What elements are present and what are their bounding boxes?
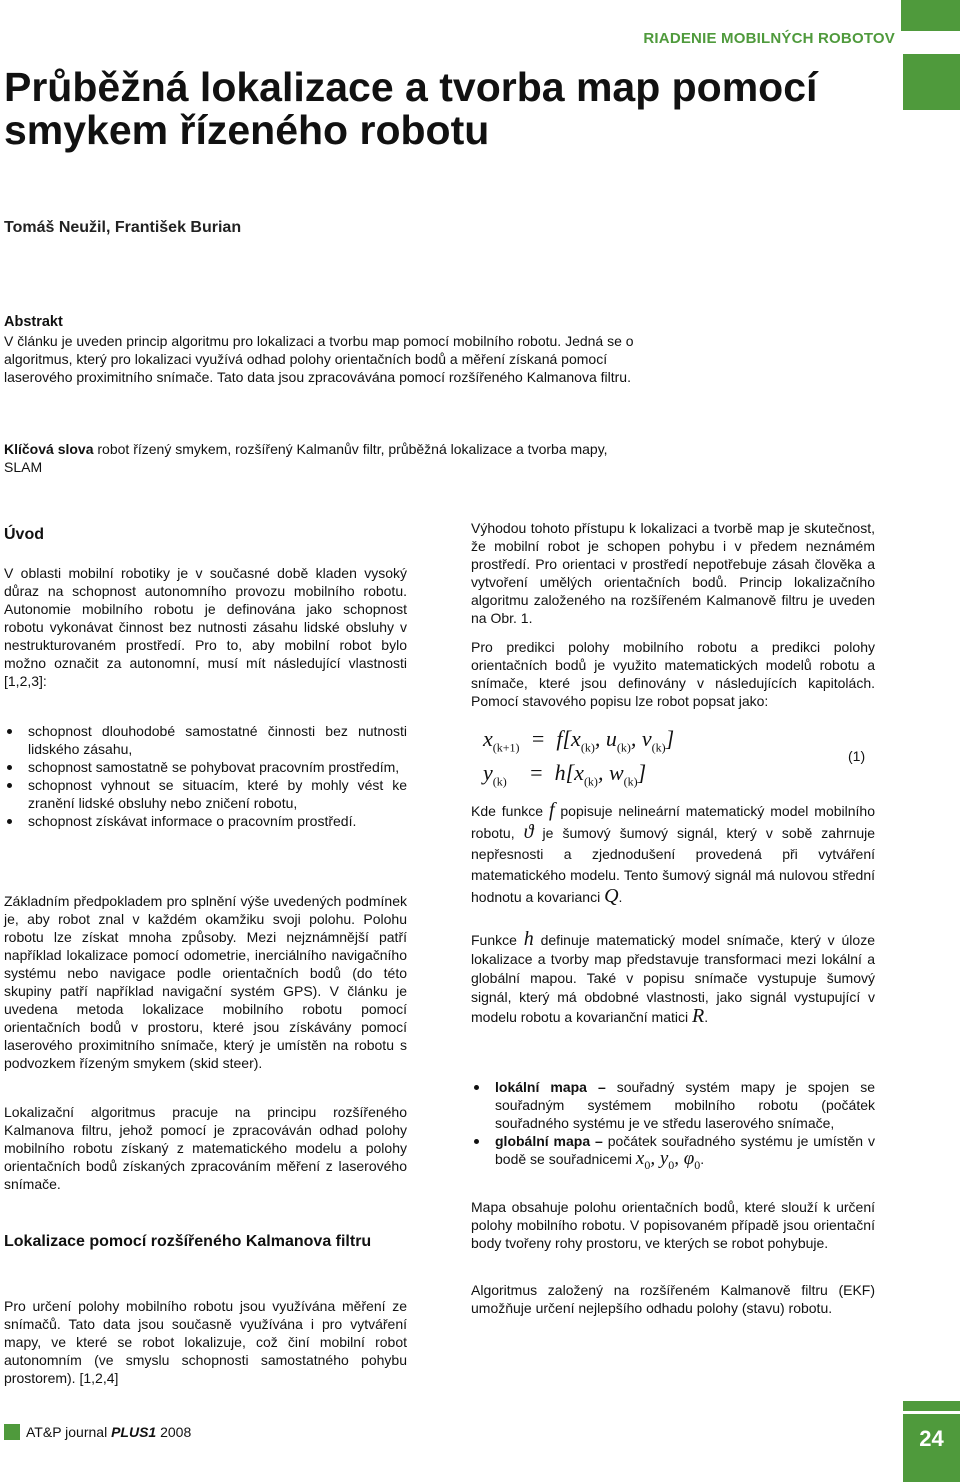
header-green-block bbox=[901, 0, 960, 31]
section-tag: RIADENIE MOBILNÝCH ROBOTOV bbox=[643, 30, 895, 47]
list-item: schopnost samostatně se pohybovat pracovním prostředím, bbox=[4, 758, 407, 776]
ekf-summary-paragraph: Algoritmus založený na rozšířeném Kalmanově filtru (EKF) umožňuje určení nejlepšího odhadu polohy (stavu) robotu. bbox=[471, 1282, 875, 1316]
abstract-text: V článku je uveden princip algoritmu pro lokalizaci a tvorbu map pomocí mobilního robotu. Jedná se o algoritmus, který pro lokalizaci využívá odhad polohy orientačních bodů a měření získaná pomocí laserového proximitního snímače. Tato data jsou zpracovávána pomocí rozšířeného Kalmanova filtru. bbox=[4, 333, 634, 385]
model-paragraph: Kde funkce f popisuje nelineární matematický model mobilního robotu, ϑ je šumový šumový signál, který v sobě zahrnuje nepřesnosti a zjednodušení provedená při vytváření matematického modelu. Tento šumový signál má nulovou střední hodnotu a kovarianci Q. bbox=[471, 799, 876, 907]
autonomy-list bbox=[4, 722, 407, 830]
state-equation: $x_{(k+1)} = f[x_{(k)}$, $u_{(k)}$, $v_{(k)}$] bbox=[483, 726, 675, 755]
header-green-square bbox=[903, 54, 960, 110]
symbol-r: R bbox=[692, 1005, 705, 1027]
abstract-heading: Abstrakt bbox=[4, 314, 63, 330]
symbol-theta: ϑ bbox=[523, 821, 534, 843]
symbol-q: Q bbox=[604, 885, 619, 907]
symbol-h: h bbox=[523, 928, 534, 950]
keywords-text: robot řízený smykem, rozšířený Kalmanův filtr, průběžná lokalizace a tvorba mapy, SLAM bbox=[4, 441, 608, 475]
sensor-paragraph: Funkce h definuje matematický model snímače, který v úloze lokalizace a tvorby map představuje transformaci mezi lokální a globální mapou. Také v popisu snímače vystupuje šumový signál, který má obdobné vlastnosti, jako signál vystupující v modelu robotu a kovarianční matici R. bbox=[471, 928, 875, 1027]
footer-journal: AT&P journal PLUS1 2008 bbox=[26, 1424, 192, 1440]
list-item-local-map: lokální mapa – souřadný systém mapy je spojen se souřadným systémem mobilního robotu (počátek souřadného systému je ve středu laserového snímače, bbox=[471, 1078, 875, 1132]
list-item: schopnost dlouhodobé samostatné činnosti bez nutnosti lidského zásahu, bbox=[4, 722, 407, 758]
list-item-global-map: globální mapa – počátek souřadného systému je umístěn v bodě se souřadnicemi $x_0$, $y_0$, $\varphi_0$. bbox=[471, 1132, 875, 1174]
keywords bbox=[4, 440, 644, 476]
page-number-strip bbox=[903, 1401, 960, 1411]
article-title: Průběžná lokalizace a tvorba map pomocí smykem řízeného robotu bbox=[4, 64, 818, 153]
localization-paragraph: Základním předpokladem pro splnění výše uvedených podmínek je, aby robot znal v každém okamžiku svoji polohu. Polohu robotu lze získat mnoha způsoby. Mezi nejznámnější patří například lokalizace pomocí odometrie, inerciálního navigačního systému nebo navigace podle orientačních bodů (do této skupiny patří například navigační systém GPS). V článku je uvedena metoda lokalizace mobilního robotu pomocí orientačních bodů v prostoru, které jsou získávány pomocí laserového proximitního snímače, který je umístěn na robotu s podvozkem řízeným smykem (skid steer). bbox=[4, 893, 407, 1071]
list-item: schopnost vyhnout se situacím, které by mohly vést ke zranění lidské obsluhy nebo zničení robotu, bbox=[4, 776, 407, 812]
measurement-equation: $y_{(k)}$ = $h[x_{(k)}$, $w_{(k)}$] bbox=[483, 760, 647, 789]
algorithm-paragraph: Lokalizační algoritmus pracuje na principu rozšířeného Kalmanova filtru, jehož pomocí je zpracováván odhad polohy mobilního robotu získaný z matematického modelu a polohy orientačních bodů získaných zpracováním měření z laserového snímače. bbox=[4, 1104, 407, 1192]
footer-green-square bbox=[4, 1424, 20, 1440]
list-item: schopnost získávat informace o pracovním prostředí. bbox=[4, 812, 407, 830]
article-authors: Tomáš Neužil, František Burian bbox=[4, 219, 242, 236]
origin-coordinates: $x_0$, $y_0$, $\varphi_0$ bbox=[635, 1148, 701, 1172]
section-heading-intro: Úvod bbox=[4, 526, 44, 543]
prediction-paragraph: Pro predikci polohy mobilního robotu a predikci polohy orientačních bodů je využito matematických modelů robotu a snímače, které jsou definovány v následujících kapitolách. Pomocí stavového popisu lze robot popsat jako: bbox=[471, 639, 875, 709]
symbol-f: f bbox=[548, 799, 555, 821]
intro-paragraph: V oblasti mobilní robotiky je v současné době kladen vysoký důraz na schopnost autonomního provozu mobilního robotu. Autonomie mobilního robotu je definována jako schopnost robotu vykonávat činnost bez nutnosti zásahu lidské obsluhy v nestrukturovaném prostředí. Pro to, aby mobilní robot bylo možno označit za autonomní, musí mít následující vlastnosti [1,2,3]: bbox=[4, 565, 407, 689]
page-number: 24 bbox=[919, 1426, 944, 1451]
map-types-list bbox=[471, 1078, 875, 1174]
map-paragraph: Mapa obsahuje polohu orientačních bodů, které slouží k určení polohy mobilního robotu. V popisovaném případě jsou orientační body tvořeny rohy prostoru, ve kterých se robot pohybuje. bbox=[471, 1199, 875, 1251]
ekf-paragraph: Pro určení polohy mobilního robotu jsou využívána měření ze snímačů. Tato data jsou současně využívána i pro vytváření mapy, ve které se robot lokalizuje, což činí mobilní robot autonomním (ve smyslu schopnosti samostatného pohybu prostorem). [1,2,4] bbox=[4, 1298, 407, 1386]
advantage-paragraph: Výhodou tohoto přístupu k lokalizaci a tvorbě map je skutečnost, že mobilní robot je schopen pohybu i v předem neznámém prostředí. Pro orientaci v prostředí nepotřebuje zásah člověka a vytvoření umělých orientačních bodů. Princip lokalizačního algoritmu založeného na rozšířeném Kalmanově filtru je uveden na Obr. 1. bbox=[471, 520, 875, 626]
keywords-label: Klíčová slova bbox=[4, 441, 94, 457]
equation-number: (1) bbox=[848, 748, 866, 764]
section-heading-ekf: Lokalizace pomocí rozšířeného Kalmanova filtru bbox=[4, 1233, 372, 1250]
